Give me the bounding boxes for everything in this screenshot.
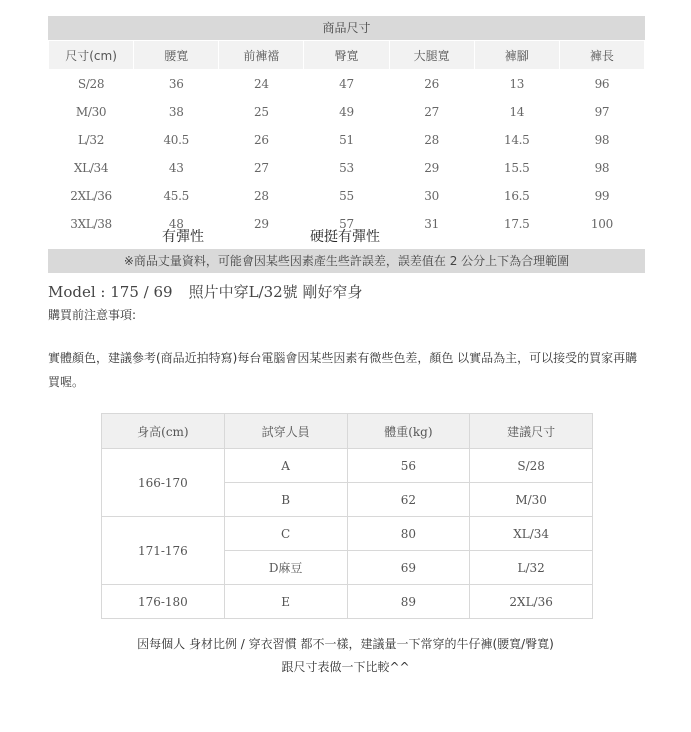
tryon-table-body (102, 449, 593, 619)
cell-waist: 43 (168, 161, 184, 175)
cell-hip: 55 (339, 189, 354, 203)
cell-weight: 56 (347, 449, 470, 483)
size-table (48, 40, 645, 238)
cell-length: 96 (594, 77, 610, 91)
cell-size: M/30 (75, 105, 107, 119)
cell-person: C (224, 517, 347, 551)
tryon-header-weight: 體重(kg) (347, 414, 470, 449)
table-row (49, 98, 645, 126)
cell-length: 97 (594, 105, 610, 119)
size-chart-title: 商品尺寸 (48, 16, 645, 40)
cell-thigh: 27 (424, 105, 439, 119)
table-row (49, 70, 645, 99)
size-header-length: 褲長 (559, 41, 644, 70)
tryon-header-size: 建議尺寸 (470, 414, 593, 449)
tryon-header-person: 試穿人員 (224, 414, 347, 449)
size-table-body (49, 70, 645, 239)
size-header-front-rise: 前褲襠 (219, 41, 304, 70)
cell-size: XL/34 (73, 161, 109, 175)
size-chart (48, 16, 645, 238)
cell-person: D麻豆 (224, 551, 347, 585)
tryon-header-row (102, 414, 593, 449)
cell-hip: 57 (339, 217, 354, 231)
cell-weight: 69 (347, 551, 470, 585)
cell-size: 3XL/38 (70, 217, 112, 231)
model-measurements: Model : 175 / 69 (48, 283, 173, 301)
cell-suggested-size: 2XL/36 (470, 585, 593, 619)
cell-hip: 51 (339, 133, 354, 147)
cell-hem: 14 (509, 105, 525, 119)
table-row (102, 585, 593, 619)
cell-person: B (224, 483, 347, 517)
cell-front-rise: 28 (254, 189, 269, 203)
cell-suggested-size: L/32 (470, 551, 593, 585)
size-header-hip: 臀寬 (304, 41, 389, 70)
cell-thigh: 30 (424, 189, 439, 203)
cell-length: 100 (590, 217, 613, 231)
cell-thigh: 29 (424, 161, 439, 175)
cell-thigh: 28 (424, 133, 439, 147)
cell-waist: 36 (168, 77, 184, 91)
cell-hem: 16.5 (504, 189, 530, 203)
size-header-thigh: 大腿寬 (389, 41, 474, 70)
table-row (49, 126, 645, 154)
cell-waist: 38 (168, 105, 184, 119)
cell-length: 98 (594, 161, 610, 175)
table-row (49, 182, 645, 210)
cell-hem: 14.5 (504, 133, 530, 147)
stiff-elastic-label: 硬挺有彈性 (310, 229, 380, 245)
cell-person: A (224, 449, 347, 483)
cell-front-rise: 25 (254, 105, 269, 119)
cell-weight: 80 (347, 517, 470, 551)
size-table-header-row (49, 41, 645, 70)
cell-hip: 53 (339, 161, 354, 175)
cell-length: 98 (594, 133, 610, 147)
cell-suggested-size: M/30 (470, 483, 593, 517)
cell-waist: 40.5 (163, 133, 189, 147)
cell-hip: 49 (339, 105, 354, 119)
cell-thigh: 31 (424, 217, 439, 231)
measure-advice-line1: 因每個人 身材比例 / 穿衣習慣 都不一樣，建議量一下常穿的牛仔褲(腰寬/臀寬) (137, 637, 554, 651)
cell-front-rise: 24 (254, 77, 269, 91)
cell-height: 176-180 (102, 585, 225, 619)
cell-suggested-size: XL/34 (470, 517, 593, 551)
cell-waist: 48 (168, 217, 184, 231)
table-row (102, 449, 593, 483)
cell-thigh: 26 (424, 77, 439, 91)
cell-hem: 13 (509, 77, 525, 91)
cell-front-rise: 27 (254, 161, 269, 175)
cell-height: 171-176 (102, 517, 225, 585)
table-row (49, 154, 645, 182)
cell-weight: 89 (347, 585, 470, 619)
elastic-label: 有彈性 (162, 229, 204, 245)
cell-front-rise: 29 (254, 217, 269, 231)
color-note: 實體顏色，建議參考(商品近拍特寫)每台電腦會因某些因素有微些色差，顏色 以實品為主，可以接受的買家再購買喔。 (48, 351, 638, 389)
cell-hem: 15.5 (504, 161, 530, 175)
cell-weight: 62 (347, 483, 470, 517)
model-info (48, 281, 362, 302)
tryon-table (101, 413, 593, 619)
cell-front-rise: 26 (254, 133, 269, 147)
cell-size: S/28 (77, 77, 105, 91)
table-row (102, 517, 593, 551)
tryon-header-height: 身高(cm) (102, 414, 225, 449)
cell-size: 2XL/36 (70, 189, 112, 203)
purchase-notes-heading: 購買前注意事項: (48, 308, 137, 322)
cell-waist: 45.5 (163, 189, 189, 203)
size-header-size: 尺寸(cm) (49, 41, 134, 70)
cell-hem: 17.5 (504, 217, 530, 231)
cell-height: 166-170 (102, 449, 225, 517)
cell-size: L/32 (78, 133, 105, 147)
cell-suggested-size: S/28 (470, 449, 593, 483)
cell-hip: 47 (339, 77, 354, 91)
measure-advice-line2: 跟尺寸表做一下比較^^ (281, 660, 410, 674)
measurement-note: ※商品丈量資料，可能會因某些因素產生些許誤差，誤差值在 2 公分上下為合理範圍 (48, 249, 645, 273)
cell-length: 99 (594, 189, 610, 203)
size-header-waist: 腰寬 (134, 41, 219, 70)
cell-person: E (224, 585, 347, 619)
size-header-hem: 褲腳 (474, 41, 559, 70)
photo-size-note: 照片中穿L/32號 剛好窄身 (188, 283, 363, 301)
